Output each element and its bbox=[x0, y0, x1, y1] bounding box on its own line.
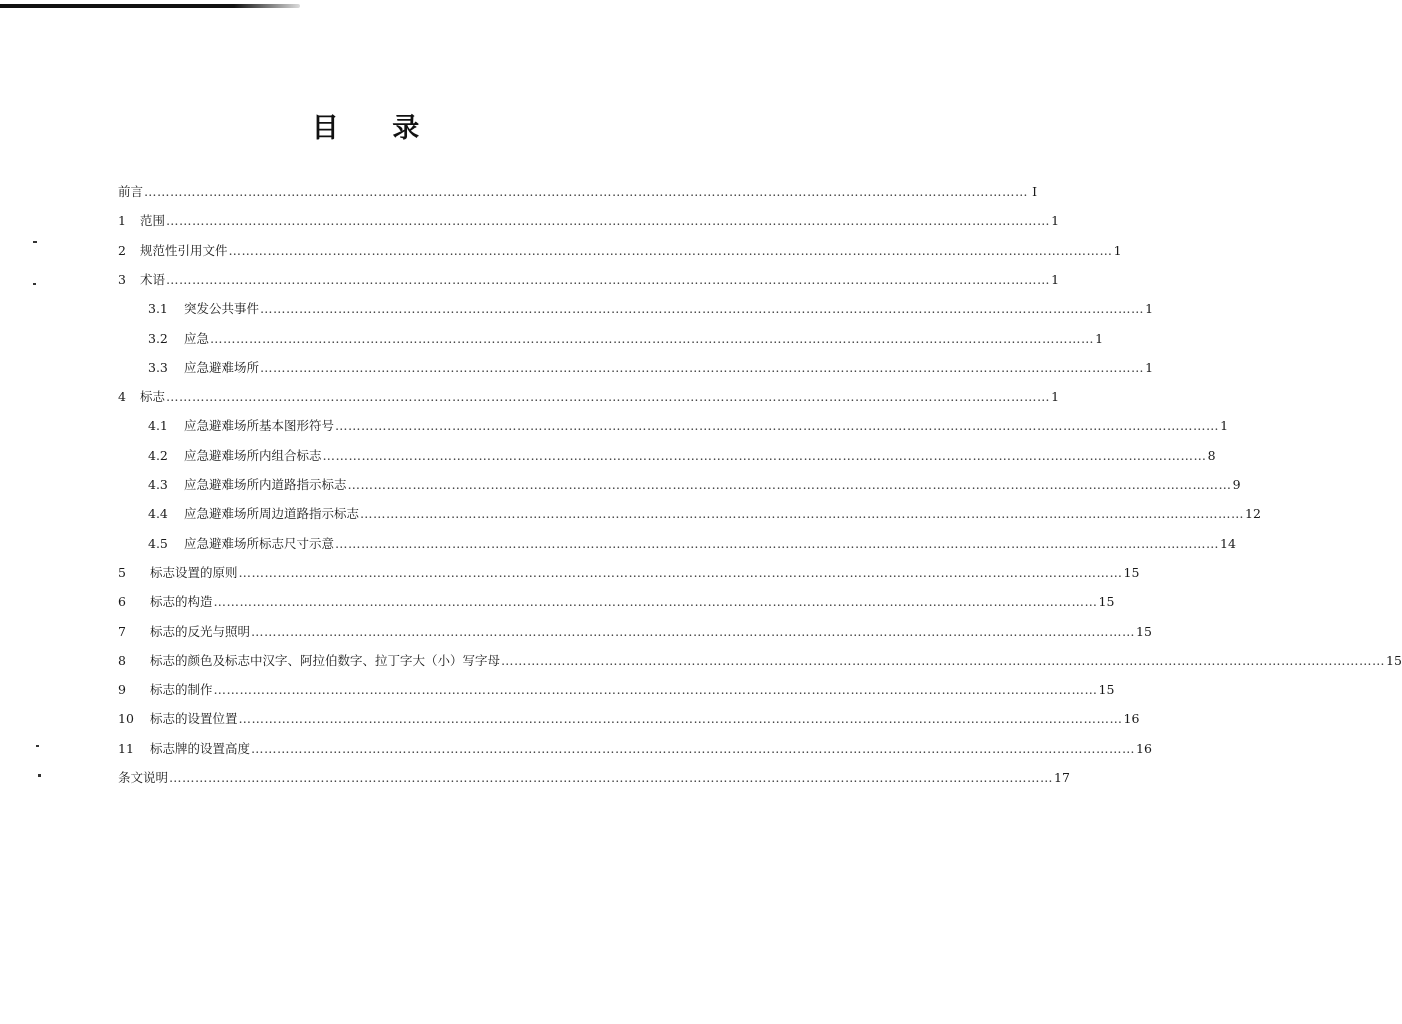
toc-subentry[interactable] bbox=[148, 475, 1241, 495]
toc-entry[interactable] bbox=[118, 651, 1402, 671]
toc-entry[interactable] bbox=[118, 387, 1060, 407]
toc-entry-number: 11 bbox=[118, 740, 134, 756]
toc-leader-dots: …………………………………………………………………………………………………………………………………………………………………………………… bbox=[238, 564, 1123, 580]
toc-entry[interactable] bbox=[118, 592, 1115, 612]
toc-subentry[interactable] bbox=[148, 504, 1261, 524]
toc-page-number: I bbox=[1032, 184, 1038, 199]
toc-entry[interactable] bbox=[118, 241, 1122, 261]
toc-page-number: 1 bbox=[1145, 359, 1154, 375]
toc-page-number: 8 bbox=[1207, 447, 1216, 463]
toc-entry-number: 10 bbox=[118, 711, 134, 727]
toc-leader-dots: …………………………………………………………………………………………………………………………………………………………………………………… bbox=[166, 389, 1051, 405]
toc-entry[interactable] bbox=[118, 739, 1152, 759]
toc-leader-dots: …………………………………………………………………………………………………………………………………………………………………………………… bbox=[228, 242, 1113, 258]
toc-page-number: 1 bbox=[1051, 389, 1060, 405]
toc-page-number: 1 bbox=[1051, 271, 1060, 287]
toc-entry-clause-notes[interactable] bbox=[118, 768, 1070, 788]
toc-leader-dots: …………………………………………………………………………………………………………………………………………………………………………………… bbox=[213, 594, 1098, 610]
toc-page-number: 15 bbox=[1098, 682, 1115, 698]
toc-entry-text: 应急避难场所标志尺寸示意 bbox=[184, 535, 335, 551]
toc-entry-number: 2 bbox=[118, 242, 126, 258]
toc-leader-dots: …………………………………………………………………………………………………………………………………………………………………………………… bbox=[144, 184, 1029, 199]
toc-entry-text: 标志 bbox=[140, 389, 166, 405]
toc-entry-text: 标志设置的原则 bbox=[150, 564, 238, 580]
toc-entry-text: 应急避难场所周边道路指示标志 bbox=[184, 506, 360, 522]
toc-entry[interactable] bbox=[118, 680, 1115, 700]
toc-leader-dots: …………………………………………………………………………………………………………………………………………………………………………………… bbox=[347, 477, 1232, 492]
toc-subentry[interactable] bbox=[148, 329, 1104, 349]
toc-page-number: 1 bbox=[1113, 242, 1122, 258]
toc-entry-text: 规范性引用文件 bbox=[140, 242, 228, 258]
toc-leader-dots: …………………………………………………………………………………………………………………………………………………………………………………… bbox=[335, 535, 1220, 551]
toc-leader-dots: …………………………………………………………………………………………………………………………………………………………………………………… bbox=[166, 213, 1051, 229]
toc-entry-number: 4.5 bbox=[148, 535, 168, 551]
toc-entry-number: 4.3 bbox=[148, 477, 168, 492]
toc-entry-number: 3 bbox=[118, 271, 126, 287]
toc-entry-number: 5 bbox=[118, 564, 126, 580]
toc-page-number: 9 bbox=[1232, 477, 1241, 492]
toc-entry-number: 6 bbox=[118, 594, 126, 610]
toc-entry-text: 条文说明 bbox=[118, 770, 169, 785]
toc-entry-text: 应急避难场所基本图形符号 bbox=[184, 418, 335, 434]
toc-leader-dots: …………………………………………………………………………………………………………………………………………………………………………………… bbox=[251, 740, 1136, 756]
toc-entry-text: 应急 bbox=[184, 330, 210, 346]
toc-page-number: 17 bbox=[1054, 770, 1070, 785]
toc-entry-number: 7 bbox=[118, 623, 126, 639]
toc-entry-text: 术语 bbox=[140, 271, 166, 287]
toc-page-number: 15 bbox=[1123, 564, 1140, 580]
toc-entry-text: 范围 bbox=[140, 213, 166, 229]
toc-entry[interactable] bbox=[118, 211, 1060, 231]
toc-subentry[interactable] bbox=[148, 534, 1236, 554]
toc-entry-number: 8 bbox=[118, 652, 126, 668]
toc-entry[interactable] bbox=[118, 563, 1140, 583]
toc-page-number: 15 bbox=[1098, 594, 1115, 610]
toc-entry-text: 标志的构造 bbox=[150, 594, 213, 610]
toc-entry-number: 1 bbox=[118, 213, 126, 229]
toc-entry-number: 4.1 bbox=[148, 418, 168, 434]
toc-entry-number: 4.4 bbox=[148, 506, 168, 522]
toc-entry-preface[interactable] bbox=[118, 182, 1038, 202]
page-title: 目 录 bbox=[311, 113, 442, 145]
toc-page-number: 1 bbox=[1095, 330, 1104, 346]
toc-entry-text: 应急避难场所 bbox=[184, 359, 260, 375]
toc-entry-number: 3.3 bbox=[148, 359, 168, 375]
toc-page-number: 14 bbox=[1220, 535, 1236, 551]
toc-entry-text: 标志的制作 bbox=[150, 682, 213, 698]
toc-page-number: 1 bbox=[1220, 418, 1229, 434]
toc-leader-dots: …………………………………………………………………………………………………………………………………………………………………………………… bbox=[260, 301, 1145, 317]
toc-entry-text: 突发公共事件 bbox=[184, 301, 260, 317]
toc-leader-dots: …………………………………………………………………………………………………………………………………………………………………………………… bbox=[360, 506, 1245, 522]
toc-page-number: 1 bbox=[1145, 301, 1154, 317]
toc-leader-dots: …………………………………………………………………………………………………………………………………………………………………………………… bbox=[169, 770, 1054, 785]
toc-entry-number: 3.1 bbox=[148, 301, 168, 317]
toc-entry-text: 标志的设置位置 bbox=[150, 711, 238, 727]
toc-leader-dots: …………………………………………………………………………………………………………………………………………………………………………………… bbox=[213, 682, 1098, 698]
toc-entry-text: 应急避难场所内道路指示标志 bbox=[184, 477, 347, 492]
toc-leader-dots: …………………………………………………………………………………………………………………………………………………………………………………… bbox=[210, 330, 1095, 346]
toc-entry[interactable] bbox=[118, 270, 1060, 290]
toc-entry-number: 4.2 bbox=[148, 447, 168, 463]
toc-leader-dots: …………………………………………………………………………………………………………………………………………………………………………………… bbox=[501, 652, 1386, 668]
toc-entry-number: 4 bbox=[118, 389, 126, 405]
toc-entry-text: 应急避难场所内组合标志 bbox=[184, 447, 322, 463]
toc-entry[interactable] bbox=[118, 709, 1140, 729]
toc-entry-text: 标志的颜色及标志中汉字、阿拉伯数字、拉丁字大（小）写字母 bbox=[150, 652, 501, 668]
toc-leader-dots: …………………………………………………………………………………………………………………………………………………………………………………… bbox=[251, 623, 1136, 639]
toc-page-number: 16 bbox=[1136, 740, 1152, 756]
toc-subentry[interactable] bbox=[148, 416, 1229, 436]
toc-leader-dots: …………………………………………………………………………………………………………………………………………………………………………………… bbox=[322, 447, 1207, 463]
toc-leader-dots: …………………………………………………………………………………………………………………………………………………………………………………… bbox=[166, 271, 1051, 287]
toc-subentry[interactable] bbox=[148, 446, 1216, 466]
toc-page-number: 15 bbox=[1386, 652, 1402, 668]
toc-page-number: 16 bbox=[1123, 711, 1140, 727]
toc-subentry[interactable] bbox=[148, 299, 1154, 319]
toc-page-number: 1 bbox=[1051, 213, 1060, 229]
toc-entry-text: 标志牌的设置高度 bbox=[150, 740, 251, 756]
toc-entry[interactable] bbox=[118, 622, 1152, 642]
toc-leader-dots: …………………………………………………………………………………………………………………………………………………………………………………… bbox=[335, 418, 1220, 434]
toc-entry-number: 3.2 bbox=[148, 330, 168, 346]
toc-entry-number: 9 bbox=[118, 682, 126, 698]
toc-leader-dots: …………………………………………………………………………………………………………………………………………………………………………………… bbox=[238, 711, 1123, 727]
toc-entry-text: 标志的反光与照明 bbox=[150, 623, 251, 639]
scan-edge-bar bbox=[0, 4, 300, 8]
toc-entry-text: 前言 bbox=[118, 184, 144, 199]
toc-page-number: 12 bbox=[1245, 506, 1261, 522]
toc-leader-dots: …………………………………………………………………………………………………………………………………………………………………………………… bbox=[260, 359, 1145, 375]
toc-subentry[interactable] bbox=[148, 358, 1154, 378]
toc-page-number: 15 bbox=[1136, 623, 1152, 639]
